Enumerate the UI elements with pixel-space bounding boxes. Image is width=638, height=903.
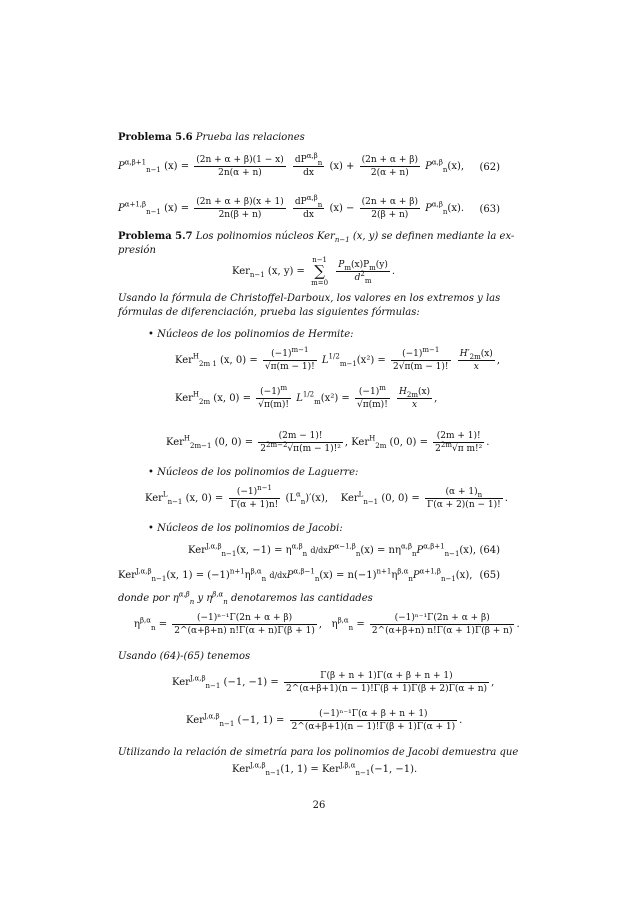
eq-text: (x)P bbox=[350, 260, 370, 270]
eq-text: Ker bbox=[175, 355, 193, 366]
eq-sub: n−1 bbox=[440, 575, 456, 583]
eq-sub: n bbox=[442, 166, 448, 174]
frac-den: √π(m − 1)! bbox=[264, 362, 315, 372]
fraction bbox=[290, 708, 458, 733]
problem-text: presión bbox=[118, 245, 156, 256]
eq-sup: H bbox=[192, 352, 200, 361]
eq-sub: n−1 bbox=[205, 682, 221, 690]
frac-den: 2√π(m − 1)! bbox=[392, 362, 449, 372]
eq-symbol: L bbox=[296, 393, 303, 404]
eq-text: , bbox=[491, 677, 495, 688]
eq-text: , bbox=[344, 437, 349, 448]
hermite-heading bbox=[148, 328, 354, 342]
frac-num: dP bbox=[294, 197, 307, 207]
frac-den: 2^(α+β+1)(n − 1)!Γ(β + 1)Γ(α + 1) bbox=[291, 722, 456, 732]
eq-text: (x), bbox=[447, 161, 465, 172]
eq-text: (0, 0) = bbox=[389, 437, 428, 448]
eq-sub: n−1 bbox=[334, 236, 350, 244]
eq-sub: n−1 bbox=[444, 550, 460, 558]
problem-text: Prueba las relaciones bbox=[195, 132, 305, 143]
frac-den: √π(m)! bbox=[258, 400, 290, 410]
eq-text: . bbox=[504, 493, 508, 504]
frac-num: dP bbox=[294, 155, 307, 165]
problem-text: fórmulas de diferenciación, prueba las siguientes fórmulas: bbox=[118, 307, 420, 318]
problem-text: donde por η bbox=[118, 593, 179, 604]
eq-text: √π m!² bbox=[451, 444, 483, 454]
fraction bbox=[229, 486, 281, 511]
eq-text: η bbox=[391, 570, 398, 581]
hermite-eq-1 bbox=[175, 348, 500, 373]
problem-5-6-heading bbox=[118, 131, 305, 145]
frac-den: 2(β + n) bbox=[360, 208, 420, 221]
eq-sup: α+1,β bbox=[124, 200, 147, 209]
fraction bbox=[336, 259, 390, 284]
eq-sup: J,α,β bbox=[189, 674, 206, 683]
eq-sup: 1/2 bbox=[328, 352, 340, 361]
problem-5-7-heading bbox=[118, 230, 514, 244]
eq-text: Ker bbox=[145, 493, 163, 504]
donde-line bbox=[118, 592, 373, 606]
equation-number: (62) bbox=[479, 162, 500, 173]
eq-sup: L bbox=[358, 490, 364, 499]
eq-sup: m−1 bbox=[291, 346, 309, 354]
eq-text: . bbox=[486, 437, 490, 448]
eq-text: . bbox=[516, 619, 520, 630]
eq-symbol: P bbox=[416, 545, 424, 556]
eq-sup: H bbox=[192, 390, 200, 399]
fraction bbox=[194, 154, 285, 179]
eq-sub: m−1 bbox=[339, 360, 357, 368]
eq-text: , bbox=[318, 619, 323, 630]
eq-sub: n bbox=[189, 598, 195, 606]
equation-number: (65) bbox=[479, 570, 500, 581]
equation-64 bbox=[118, 543, 500, 563]
fraction bbox=[360, 196, 420, 221]
eq-text: Ker bbox=[186, 715, 204, 726]
eq-sup: J,α,β bbox=[203, 712, 220, 721]
frac-num: (−1) bbox=[358, 387, 380, 397]
eq-sub: 2m bbox=[469, 352, 481, 361]
fraction bbox=[397, 386, 432, 411]
frac-num: (2m − 1)! bbox=[278, 431, 323, 441]
eq-sub: 2m−1 bbox=[190, 442, 212, 450]
frac-den: 2 bbox=[260, 444, 266, 454]
eq-text: (x, 0) = bbox=[219, 355, 258, 366]
eq-text: (−1, −1). bbox=[370, 764, 418, 775]
eta-definitions bbox=[134, 612, 520, 637]
frac-num: (2n + α + β)(x + 1) bbox=[196, 197, 284, 207]
eq-text: (x), bbox=[459, 545, 477, 556]
eq-sup: α,β−1 bbox=[293, 567, 315, 576]
equation-65 bbox=[118, 568, 500, 588]
eq-sup: 1/2 bbox=[302, 390, 315, 399]
problem-label: Problema 5.6 bbox=[118, 132, 193, 143]
eq-sup: β,α bbox=[337, 616, 349, 625]
eq-text: (x) = bbox=[164, 161, 190, 172]
frac-den: dx bbox=[293, 208, 324, 221]
section-title: Núcleos de los polinomios de Laguerre: bbox=[157, 467, 359, 478]
eq-sub: n bbox=[261, 575, 267, 583]
eq-sub: m bbox=[314, 398, 321, 406]
hermite-eq-3 bbox=[166, 430, 489, 455]
eq-symbol: L bbox=[321, 355, 329, 366]
eq-sup: β,α bbox=[212, 590, 224, 599]
eq-text: (x) − bbox=[329, 203, 355, 214]
eq-symbol: P bbox=[286, 570, 294, 581]
frac-num: (−1) bbox=[236, 487, 258, 497]
frac-num: (−1)ⁿ⁻¹Γ(2n + α + β) bbox=[394, 613, 490, 623]
eq-text: (−1, −1) = bbox=[223, 677, 279, 688]
eq-text: = bbox=[158, 619, 168, 630]
eq-text: (x) + bbox=[329, 161, 355, 172]
problem-label: Problema 5.7 bbox=[118, 231, 193, 242]
eq-sub: n bbox=[317, 158, 323, 167]
frac-num: Γ(β + n + 1)Γ(α + β + n + 1) bbox=[320, 671, 453, 681]
frac-den: 2^(α+β+n) n!Γ(α + 1)Γ(β + n) bbox=[371, 626, 513, 636]
eq-sub: n−1 bbox=[146, 166, 161, 174]
jacobi-value-1 bbox=[172, 670, 494, 695]
eq-sup: β,α bbox=[397, 567, 409, 576]
eq-text: . bbox=[391, 266, 396, 277]
eq-sub: n−1 bbox=[265, 769, 281, 777]
eq-sub: m bbox=[344, 263, 351, 272]
eq-text: (x, 0) = bbox=[213, 393, 252, 404]
eq-sub: m bbox=[369, 263, 376, 272]
eq-sub: 2m bbox=[406, 390, 418, 399]
eq-sub: 2m 1 bbox=[199, 360, 217, 368]
eq-sup: m bbox=[379, 384, 386, 392]
frac-num: (2m + 1)! bbox=[436, 431, 481, 441]
eq-sub: n−1 bbox=[167, 498, 183, 506]
frac-den: Γ(α + 2)(n − 1)! bbox=[426, 500, 501, 510]
frac-den: 2n(β + n) bbox=[194, 208, 285, 221]
eq-sup: α,β bbox=[306, 194, 318, 202]
sum-upper: n−1 bbox=[312, 256, 328, 264]
fraction bbox=[355, 386, 390, 411]
eq-text: Ker bbox=[340, 493, 359, 504]
eq-text: Ker bbox=[188, 545, 206, 556]
eq-text: (−1, 1) = bbox=[237, 715, 285, 726]
eq-sup: n+1 bbox=[229, 567, 245, 576]
eq-sup: J,α,β bbox=[135, 567, 152, 576]
problem-text-line bbox=[118, 306, 420, 320]
eq-sub: n bbox=[355, 550, 361, 558]
eq-sub: n bbox=[408, 575, 413, 583]
eq-text: η bbox=[331, 619, 338, 630]
eq-sup: α−1,β bbox=[334, 542, 356, 551]
section-title: Núcleos de los polinomios de Jacobi: bbox=[157, 523, 343, 534]
eq-text: (1, 1) = Ker bbox=[280, 764, 340, 775]
fraction bbox=[293, 154, 324, 179]
eq-sub: n bbox=[302, 550, 308, 558]
eq-text: Ker bbox=[351, 437, 370, 448]
eq-text: (x, 1) = (−1) bbox=[166, 570, 230, 581]
eq-text: η bbox=[244, 570, 251, 581]
eq-text: Ker bbox=[166, 437, 184, 448]
laguerre-heading bbox=[148, 466, 358, 480]
eq-text: d/dx bbox=[269, 571, 287, 580]
frac-den: Γ(α + 1)n! bbox=[230, 500, 279, 510]
frac-num: (α + 1) bbox=[445, 487, 478, 497]
eq-text: (y) bbox=[375, 260, 388, 270]
utilizando-line bbox=[118, 746, 518, 760]
eq-sup: α,β bbox=[401, 542, 412, 551]
eq-sub: 2m bbox=[375, 442, 387, 450]
eq-sup: β,α bbox=[250, 567, 262, 576]
eq-text: (x), bbox=[455, 570, 473, 581]
fraction bbox=[391, 348, 451, 373]
eq-sub: n−1 bbox=[219, 720, 235, 728]
fraction bbox=[263, 348, 317, 373]
eq-sub: n−1 bbox=[146, 208, 161, 216]
equation-number: (63) bbox=[479, 204, 500, 215]
eq-sub: n bbox=[151, 624, 156, 632]
problem-text: Utilizando la relación de simetría para los polinomios de Jacobi demuestra que bbox=[118, 747, 519, 758]
usando-line bbox=[118, 650, 250, 664]
problem-text: Usando (64)-(65) tenemos bbox=[118, 651, 251, 662]
eq-text: (x, y) = bbox=[267, 266, 305, 277]
eq-sub: n−1 bbox=[355, 769, 371, 777]
eq-sup: α+1,β bbox=[419, 567, 441, 576]
eq-sup: α,β bbox=[306, 152, 318, 160]
eq-text: (0, 0) = bbox=[214, 437, 254, 448]
eq-sup: 2 bbox=[360, 270, 365, 278]
jacobi-heading bbox=[148, 522, 343, 536]
problem-text: Los polinomios núcleos Ker bbox=[195, 231, 335, 242]
eq-text: (x) = bbox=[164, 203, 190, 214]
eq-sup: J,β,α bbox=[339, 761, 356, 770]
eq-text: (x). bbox=[447, 203, 465, 214]
eq-sup: n+1 bbox=[376, 567, 392, 576]
eq-sub: n−1 bbox=[249, 271, 265, 279]
fraction bbox=[360, 154, 420, 179]
eq-symbol: P bbox=[327, 545, 335, 556]
eq-sup: 2m−2 bbox=[266, 441, 288, 449]
eq-sup: α,β+1 bbox=[124, 158, 147, 167]
eq-symbol: P bbox=[425, 161, 432, 172]
eq-sup: β,α bbox=[140, 616, 151, 625]
sum-symbol: ∑ bbox=[314, 262, 325, 280]
eq-text: Ker bbox=[118, 570, 136, 581]
problem-text: denotaremos las cantidades bbox=[230, 593, 373, 604]
fraction bbox=[256, 386, 291, 411]
frac-num: (−1) bbox=[271, 349, 292, 359]
frac-num: (−1)ⁿ⁻¹Γ(2n + α + β) bbox=[197, 613, 293, 623]
eq-symbol: P bbox=[118, 203, 125, 214]
eq-text: (x) bbox=[480, 349, 493, 359]
frac-den: 2^(α+β+n) n!Γ(α + n)Γ(β + 1) bbox=[174, 626, 315, 636]
eq-sub: 2m bbox=[199, 398, 211, 406]
eq-text: √π(m − 1)!² bbox=[287, 444, 341, 454]
fraction bbox=[370, 612, 515, 637]
eq-text: (x) bbox=[417, 387, 431, 397]
jacobi-value-2 bbox=[186, 708, 462, 733]
fraction bbox=[433, 430, 484, 455]
eq-sub: n bbox=[477, 490, 483, 499]
frac-den: x bbox=[397, 398, 432, 411]
problem-text-line bbox=[118, 292, 500, 306]
fraction bbox=[458, 348, 495, 373]
eq-sub: n bbox=[317, 200, 323, 209]
eq-text: (x, −1) = η bbox=[236, 545, 292, 556]
frac-num: (−1) bbox=[402, 349, 423, 359]
eq-text: , bbox=[434, 393, 438, 404]
symmetry-equation bbox=[232, 761, 418, 777]
eq-sup: α,β bbox=[178, 590, 190, 599]
frac-den: 2 bbox=[435, 444, 441, 454]
eq-symbol: P bbox=[338, 260, 345, 270]
eq-text: (L bbox=[285, 493, 296, 504]
eq-text: (x) = n(−1) bbox=[319, 570, 377, 581]
eq-text: (x²) = bbox=[320, 393, 350, 404]
frac-num: H′ bbox=[459, 349, 470, 359]
eq-sup: α,β bbox=[291, 542, 303, 551]
frac-num: (−1) bbox=[260, 387, 281, 397]
eq-sup: α bbox=[295, 490, 301, 499]
eq-sub: n bbox=[348, 624, 354, 632]
eq-text: (0, 0) = bbox=[381, 493, 420, 504]
eq-text: (x) = nη bbox=[360, 545, 401, 556]
eq-sub: n−1 bbox=[221, 550, 237, 558]
equation-63 bbox=[118, 192, 500, 226]
eq-sup: α,β bbox=[431, 158, 443, 167]
problem-text: Usando la fórmula de Christoffel-Darboux, los valores en los extremos y las bbox=[118, 293, 501, 304]
bullet-icon: • bbox=[148, 329, 154, 340]
eq-text: )′(x), bbox=[305, 493, 329, 504]
hermite-eq-2 bbox=[175, 386, 437, 411]
frac-den: 2n(α + n) bbox=[194, 166, 285, 179]
eq-text: Ker bbox=[175, 393, 193, 404]
problem-text: (x, y) se definen mediante la ex- bbox=[352, 231, 515, 242]
frac-den: x bbox=[458, 360, 495, 373]
eq-sub: n−1 bbox=[151, 575, 167, 583]
eq-sub: n bbox=[223, 598, 228, 606]
laguerre-eqs bbox=[145, 486, 508, 511]
eq-sub: n bbox=[412, 550, 417, 558]
section-title: Núcleos de los polinomios de Hermite: bbox=[157, 329, 354, 340]
frac-num: (2n + α + β) bbox=[361, 197, 418, 207]
eq-sup: α,β+1 bbox=[423, 542, 445, 551]
summation bbox=[311, 256, 328, 287]
eq-sup: m bbox=[280, 384, 288, 392]
frac-num: (2n + α + β) bbox=[361, 155, 418, 165]
eq-text: Ker bbox=[172, 677, 190, 688]
eq-text: Ker bbox=[232, 266, 250, 277]
fraction bbox=[258, 430, 343, 455]
eq-text: = bbox=[356, 619, 365, 630]
eq-sup: α,β bbox=[431, 200, 443, 209]
eq-symbol: P bbox=[425, 203, 432, 214]
eq-symbol: d bbox=[354, 273, 361, 283]
eq-sub: n bbox=[442, 208, 448, 216]
bullet-icon: • bbox=[148, 523, 154, 534]
eq-sup: J,α,β bbox=[249, 761, 266, 770]
problem-text: y η bbox=[197, 593, 213, 604]
fraction bbox=[172, 612, 317, 637]
equation-62 bbox=[118, 150, 500, 184]
eq-sup: m−1 bbox=[422, 346, 440, 354]
eq-symbol: P bbox=[412, 570, 420, 581]
eq-text: . bbox=[459, 715, 463, 726]
eq-sub: n bbox=[314, 575, 320, 583]
eq-symbol: P bbox=[118, 161, 125, 172]
frac-den: 2^(α+β+1)(n − 1)!Γ(β + 1)Γ(β + 2)Γ(α + n) bbox=[285, 684, 488, 694]
eq-sup: J,α,β bbox=[205, 542, 222, 551]
eq-sub: n bbox=[300, 498, 306, 506]
frac-den: √π(m)! bbox=[356, 400, 388, 410]
problem-text-line bbox=[118, 244, 156, 258]
eq-sup: n−1 bbox=[257, 484, 272, 492]
eq-sub: n−1 bbox=[363, 498, 379, 506]
eq-sup: H bbox=[369, 434, 376, 443]
frac-num: H bbox=[399, 387, 407, 397]
sum-lower: m=0 bbox=[311, 279, 329, 287]
equation-number: (64) bbox=[479, 545, 500, 556]
eq-sup: H bbox=[183, 434, 191, 443]
frac-den: 2(α + n) bbox=[360, 166, 420, 179]
eq-text: (x, 0) = bbox=[185, 493, 224, 504]
fraction bbox=[194, 196, 285, 221]
kernel-definition bbox=[232, 256, 395, 287]
eq-sub: m bbox=[364, 276, 372, 285]
frac-den: dx bbox=[293, 166, 324, 179]
fraction bbox=[425, 486, 503, 511]
eq-text: , bbox=[496, 355, 501, 366]
eq-sup: 2m bbox=[440, 441, 452, 449]
bullet-icon: • bbox=[148, 467, 154, 478]
fraction bbox=[293, 196, 324, 221]
eq-text: η bbox=[134, 619, 140, 630]
eq-text: (x²) = bbox=[356, 355, 386, 366]
fraction bbox=[284, 670, 489, 695]
eq-text: d/dx bbox=[310, 546, 328, 555]
eq-sup: L bbox=[162, 490, 168, 499]
frac-num: (−1)ⁿ⁻¹Γ(α + β + n + 1) bbox=[319, 709, 428, 719]
page-number: 26 bbox=[312, 800, 326, 811]
frac-num: (2n + α + β)(1 − x) bbox=[196, 155, 284, 165]
eq-text: Ker bbox=[232, 764, 250, 775]
